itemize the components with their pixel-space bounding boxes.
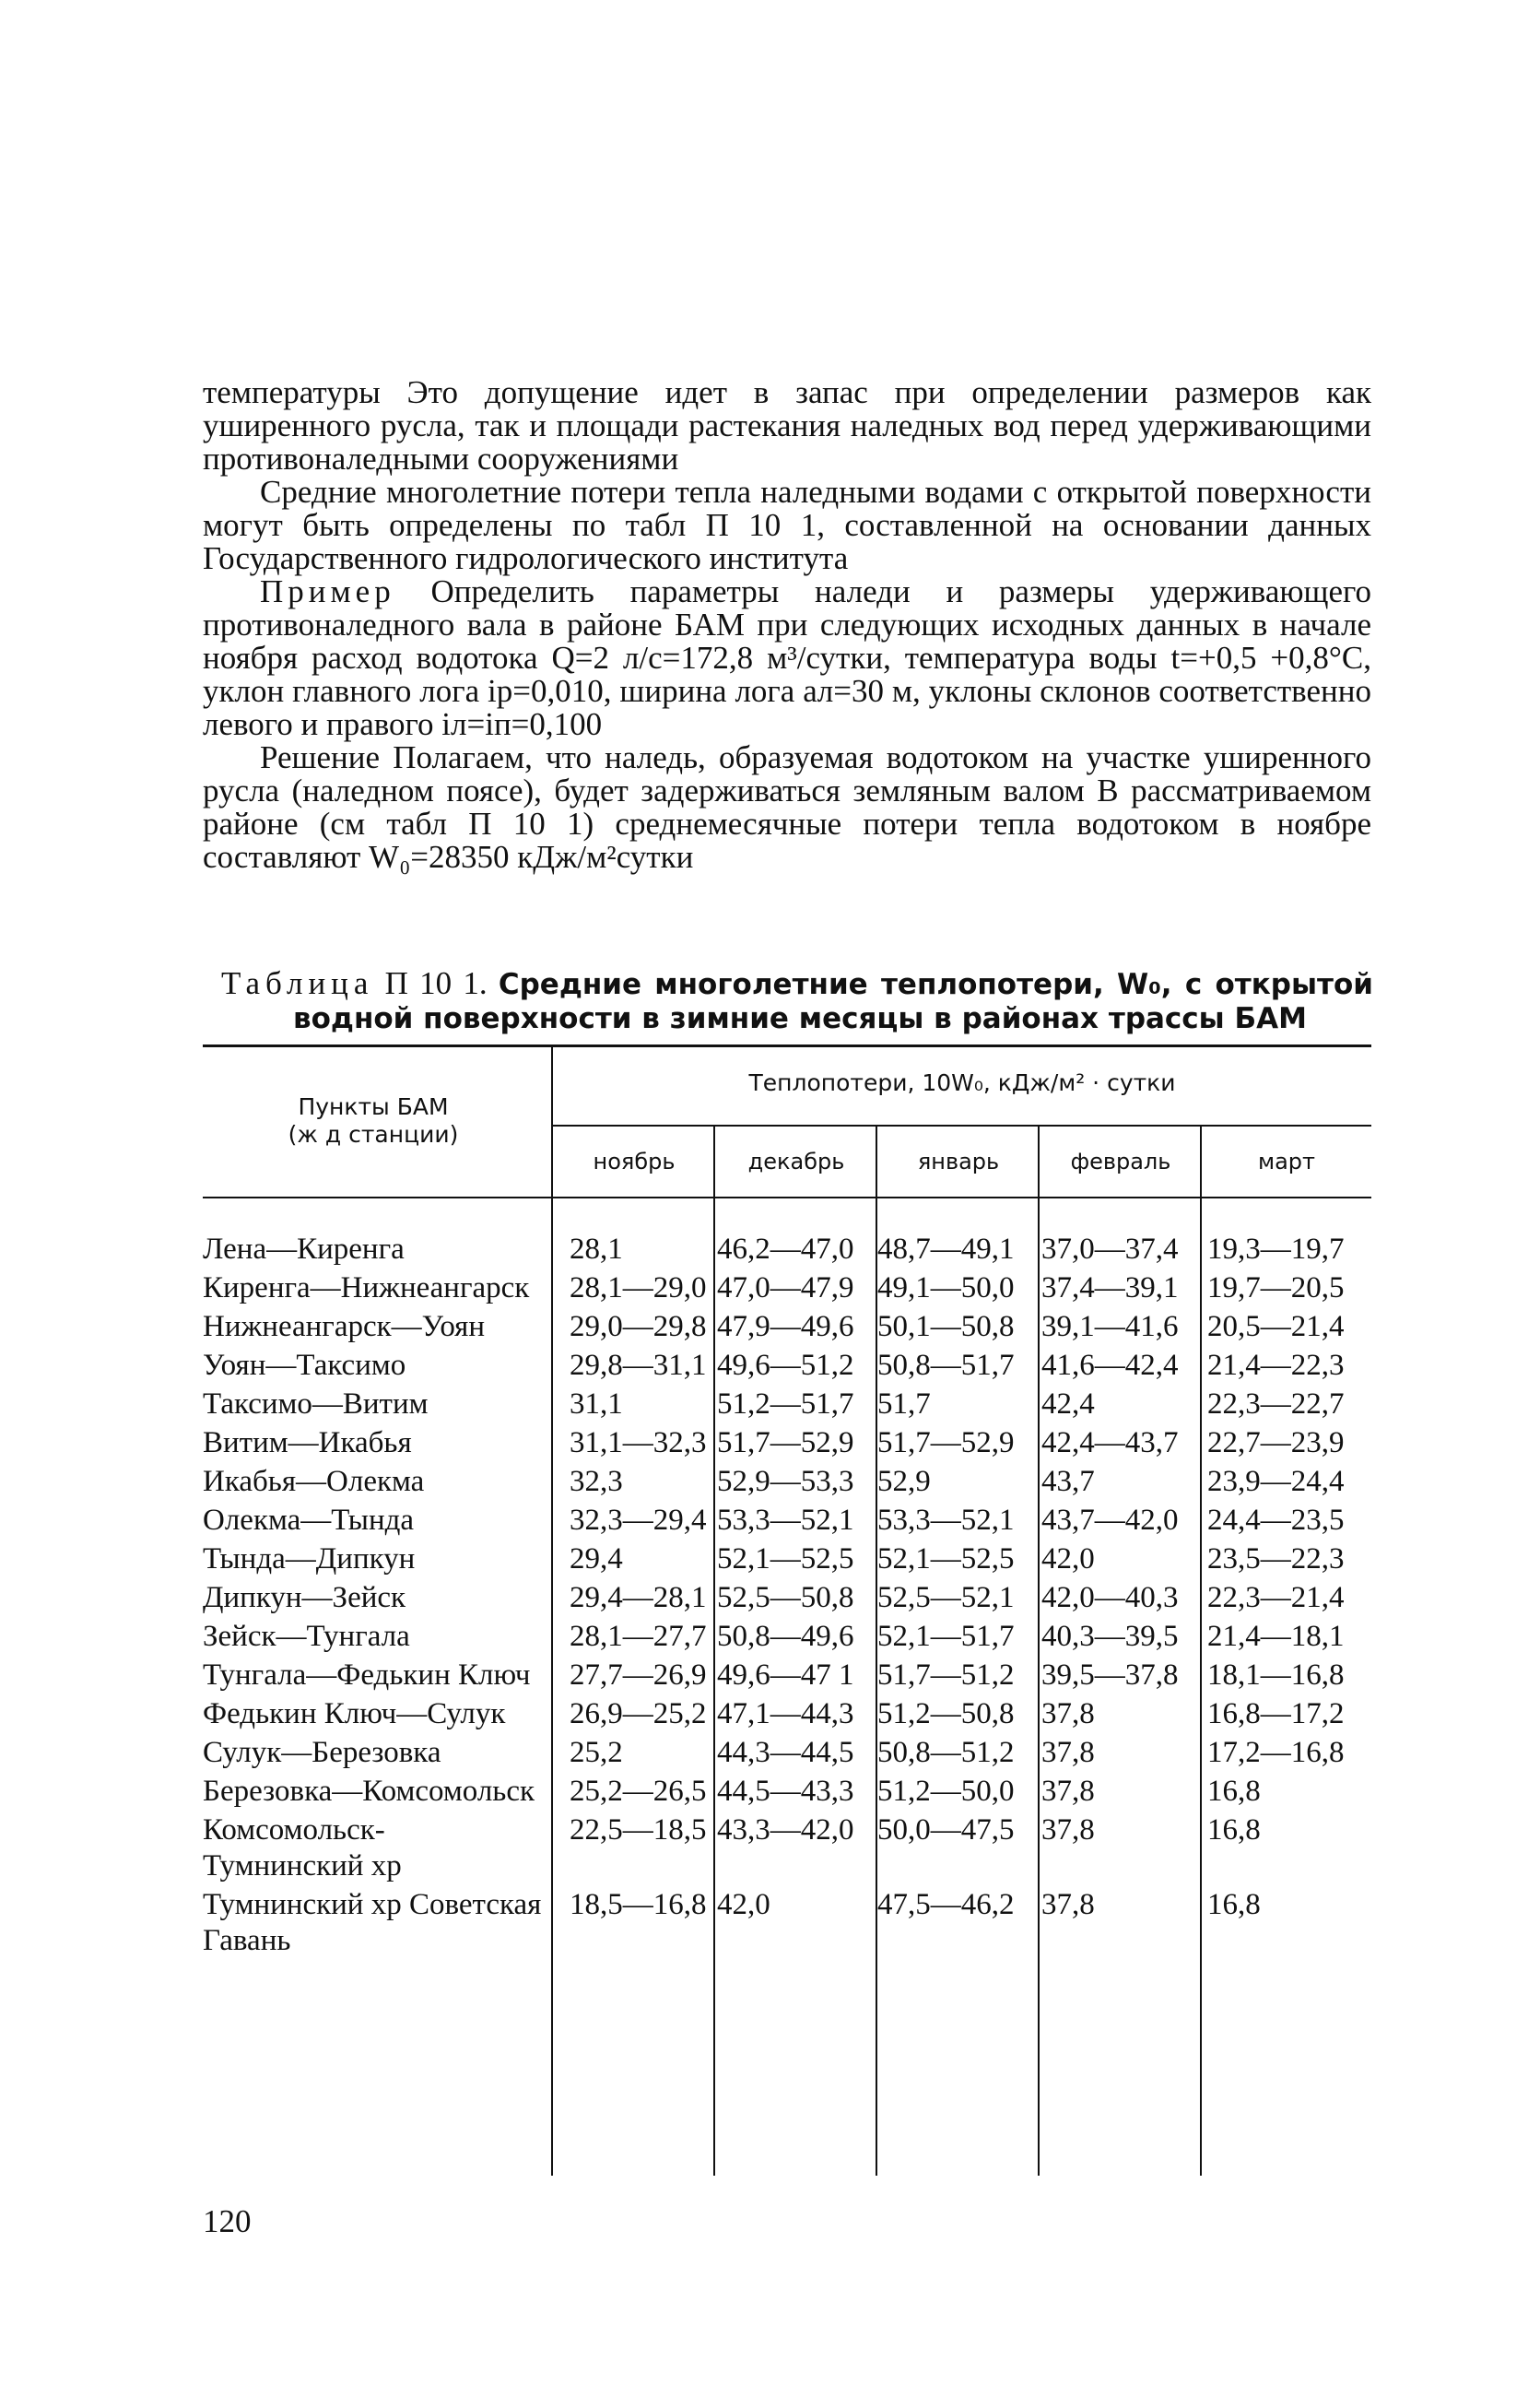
cell-value: 50,8—51,2 (877, 1736, 1015, 1769)
cell-value: 42,0—40,3 (1041, 1581, 1179, 1614)
cell-value: 44,5—43,3 (717, 1775, 854, 1808)
cell-value: 18,5—16,8 (570, 1888, 707, 1921)
cell-point: Федькин Ключ—Сулук (203, 1697, 506, 1730)
cell-value: 47,9—49,6 (717, 1310, 854, 1343)
cell-point: Нижнеангарск—Уоян (203, 1310, 486, 1343)
cell-point: Тунгала—Федькин Ключ (203, 1658, 531, 1692)
cell-value: 17,2—16,8 (1207, 1736, 1345, 1769)
cell-value: 48,7—49,1 (877, 1233, 1015, 1266)
table-row (203, 1232, 1371, 1268)
header-month-nov: ноябрь (593, 1149, 676, 1174)
cell-value: 20,5—21,4 (1207, 1310, 1345, 1343)
header-month-mar: март (1257, 1149, 1316, 1174)
table-row (203, 1812, 1371, 1884)
cell-value: 32,3 (570, 1465, 623, 1498)
cell-value: 16,8 (1207, 1775, 1261, 1808)
cell-value: 52,9 (877, 1465, 931, 1498)
cell-value: 18,1—16,8 (1207, 1658, 1345, 1692)
cell-value: 51,7—52,9 (717, 1426, 854, 1459)
header-month-jan: январь (917, 1149, 1000, 1174)
cell-value: 25,2—26,5 (570, 1775, 707, 1808)
cell-value: 21,4—18,1 (1207, 1620, 1345, 1653)
cell-value: 52,5—52,1 (877, 1581, 1015, 1614)
cell-value: 37,8 (1041, 1888, 1095, 1921)
cell-value: 50,8—49,6 (717, 1620, 854, 1653)
cell-value: 43,7—42,0 (1041, 1504, 1179, 1537)
header-points (203, 1093, 544, 1149)
cell-value: 46,2—47,0 (717, 1233, 854, 1266)
cell-value: 51,7—51,2 (877, 1658, 1015, 1692)
header-points-line-1: Пункты БАМ (298, 1093, 449, 1120)
cell-value: 52,1—51,7 (877, 1620, 1015, 1653)
cell-value: 22,3—22,7 (1207, 1387, 1345, 1421)
table-row (203, 1696, 1371, 1732)
body-text (203, 376, 1371, 874)
cell-value: 26,9—25,2 (570, 1697, 707, 1730)
cell-value: 25,2 (570, 1736, 623, 1769)
cell-value: 37,4—39,1 (1041, 1271, 1179, 1304)
cell-value: 31,1—32,3 (570, 1426, 707, 1459)
paragraph-heat-loss: Средние многолетние потери тепла наледными водами с открытой поверхности могут быть определены по табл П 10 1, составленной на основании данных Государственного гидрологического института (203, 474, 1371, 576)
table-body (203, 1232, 1371, 1962)
cell-value: 28,1—29,0 (570, 1271, 707, 1304)
cell-point: Олекма—Тында (203, 1504, 415, 1537)
table-row (203, 1425, 1371, 1461)
cell-value: 37,8 (1041, 1736, 1095, 1769)
cell-value: 50,1—50,8 (877, 1310, 1015, 1343)
cell-value: 49,6—51,2 (717, 1349, 854, 1382)
cell-value: 39,5—37,8 (1041, 1658, 1179, 1692)
cell-value: 43,7 (1041, 1465, 1095, 1498)
cell-value: 52,1—52,5 (717, 1542, 854, 1576)
cell-value: 51,7 (877, 1387, 931, 1421)
cell-value: 51,2—50,0 (877, 1775, 1015, 1808)
cell-value: 51,7—52,9 (877, 1426, 1015, 1459)
cell-value: 23,5—22,3 (1207, 1542, 1345, 1576)
cell-value: 37,8 (1041, 1775, 1095, 1808)
cell-point: Зейск—Тунгала (203, 1620, 410, 1653)
cell-point: Таксимо—Витим (203, 1387, 429, 1421)
cell-point: Сулук—Березовка (203, 1736, 441, 1769)
cell-point: Березовка—Комсомольск (203, 1775, 535, 1808)
paragraph-solution: Решение Полагаем, что наледь, образуемая водотоком на участке уширенного русла (наледном поясе), будет задерживаться земляным валом В рассматриваемом районе (см табл П 10 1) среднемесячные потери тепла водотоком в ноябре составляют W₀=28350 кДж/м²сутки (203, 739, 1371, 875)
example-label: Пример (260, 573, 395, 609)
cell-value: 52,9—53,3 (717, 1465, 854, 1498)
cell-value: 23,9—24,4 (1207, 1465, 1345, 1498)
cell-value: 37,0—37,4 (1041, 1233, 1179, 1266)
cell-value: 50,0—47,5 (877, 1813, 1015, 1847)
header-group-rule (553, 1125, 1371, 1127)
cell-value: 40,3—39,5 (1041, 1620, 1179, 1653)
cell-point: Тумнинский хр Советская Гавань (203, 1888, 542, 1957)
cell-value: 22,5—18,5 (570, 1813, 707, 1847)
cell-value: 27,7—26,9 (570, 1658, 707, 1692)
header-heat-loss: Теплопотери, 10W₀, кДж/м² · сутки (748, 1069, 1176, 1096)
page-number: 120 (203, 2203, 252, 2239)
cell-value: 28,1 (570, 1233, 623, 1266)
header-month-feb: февраль (1070, 1149, 1171, 1174)
cell-value: 49,6—47 1 (717, 1658, 854, 1692)
cell-value: 53,3—52,1 (717, 1504, 854, 1537)
table-row (203, 1309, 1371, 1345)
cell-value: 43,3—42,0 (717, 1813, 854, 1847)
caption-title-1: Средние многолетние теплопотери, W₀, с открытой (498, 968, 1373, 1001)
cell-point: Дипкун—Зейск (203, 1581, 406, 1614)
cell-value: 51,2—50,8 (877, 1697, 1015, 1730)
caption-number: П 10 1. (384, 965, 488, 1001)
header-points-line-2: (ж д станции) (288, 1121, 459, 1148)
cell-point: Тында—Дипкун (203, 1542, 416, 1576)
cell-value: 31,1 (570, 1387, 623, 1421)
cell-value: 29,4—28,1 (570, 1581, 707, 1614)
cell-value: 42,4 (1041, 1387, 1095, 1421)
table-caption (221, 966, 1373, 1036)
table-row (203, 1887, 1371, 1959)
cell-value: 53,3—52,1 (877, 1504, 1015, 1537)
cell-value: 29,4 (570, 1542, 623, 1576)
cell-value: 16,8 (1207, 1888, 1261, 1921)
cell-value: 21,4—22,3 (1207, 1349, 1345, 1382)
cell-value: 37,8 (1041, 1813, 1095, 1847)
example-text: Определить параметры наледи и размеры удерживающего противоналедного вала в районе БАМ при следующих исходных данных в начале ноября расход водотока Q=2 л/с=172,8 м³/сутки, температура воды t=+0,5 +0,8°С, уклон главного лога iр=0,010, ширина лога aл=30 м, уклоны склонов соответственно левого и правого iл=iп=0,100 (203, 573, 1371, 742)
cell-value: 19,7—20,5 (1207, 1271, 1345, 1304)
table-row (203, 1774, 1371, 1810)
cell-value: 29,8—31,1 (570, 1349, 707, 1382)
cell-value: 52,5—50,8 (717, 1581, 854, 1614)
cell-value: 37,8 (1041, 1697, 1095, 1730)
table-row (203, 1270, 1371, 1306)
cell-value: 22,3—21,4 (1207, 1581, 1345, 1614)
cell-point: Киренга—Нижнеангарск (203, 1271, 530, 1304)
caption-title-2: водной поверхности в зимние месяцы в районах трассы БАМ (293, 1002, 1307, 1035)
table-row (203, 1541, 1371, 1577)
table-row (203, 1580, 1371, 1616)
cell-value: 47,1—44,3 (717, 1697, 854, 1730)
cell-value: 42,4—43,7 (1041, 1426, 1179, 1459)
caption-line-1 (221, 966, 1373, 1002)
cell-value: 39,1—41,6 (1041, 1310, 1179, 1343)
header-month-dec: декабрь (747, 1149, 845, 1174)
cell-value: 41,6—42,4 (1041, 1349, 1179, 1382)
table-row (203, 1387, 1371, 1422)
cell-value: 52,1—52,5 (877, 1542, 1015, 1576)
cell-value: 47,5—46,2 (877, 1888, 1015, 1921)
table-row (203, 1735, 1371, 1771)
cell-value: 44,3—44,5 (717, 1736, 854, 1769)
cell-point: Уоян—Таксимо (203, 1349, 406, 1382)
cell-point: Комсомольск-Тумнинский хр (203, 1813, 402, 1882)
cell-value: 16,8 (1207, 1813, 1261, 1847)
cell-value: 42,0 (1041, 1542, 1095, 1576)
cell-value: 47,0—47,9 (717, 1271, 854, 1304)
table-row (203, 1619, 1371, 1655)
cell-value: 28,1—27,7 (570, 1620, 707, 1653)
table-row (203, 1464, 1371, 1500)
cell-value: 49,1—50,0 (877, 1271, 1015, 1304)
cell-value: 51,2—51,7 (717, 1387, 854, 1421)
cell-value: 24,4—23,5 (1207, 1504, 1345, 1537)
cell-value: 50,8—51,7 (877, 1349, 1015, 1382)
header-bottom-rule (203, 1197, 1371, 1198)
caption-label: Таблица (221, 965, 374, 1001)
table-row (203, 1503, 1371, 1539)
cell-point: Витим—Икабья (203, 1426, 412, 1459)
table-row (203, 1348, 1371, 1384)
table-row (203, 1658, 1371, 1694)
paragraph-example (203, 575, 1371, 741)
cell-value: 29,0—29,8 (570, 1310, 707, 1343)
paragraph-intro: температуры Это допущение идет в запас при определении размеров как уширенного русла, так и площади растекания наледных вод перед удерживающими противоналедными сооружениями (203, 374, 1371, 477)
cell-value: 19,3—19,7 (1207, 1233, 1345, 1266)
cell-value: 22,7—23,9 (1207, 1426, 1345, 1459)
cell-value: 16,8—17,2 (1207, 1697, 1345, 1730)
cell-value: 32,3—29,4 (570, 1504, 707, 1537)
cell-point: Лена—Киренга (203, 1233, 405, 1266)
table-top-rule (203, 1044, 1371, 1047)
cell-value: 42,0 (717, 1888, 770, 1921)
cell-point: Икабья—Олекма (203, 1465, 425, 1498)
